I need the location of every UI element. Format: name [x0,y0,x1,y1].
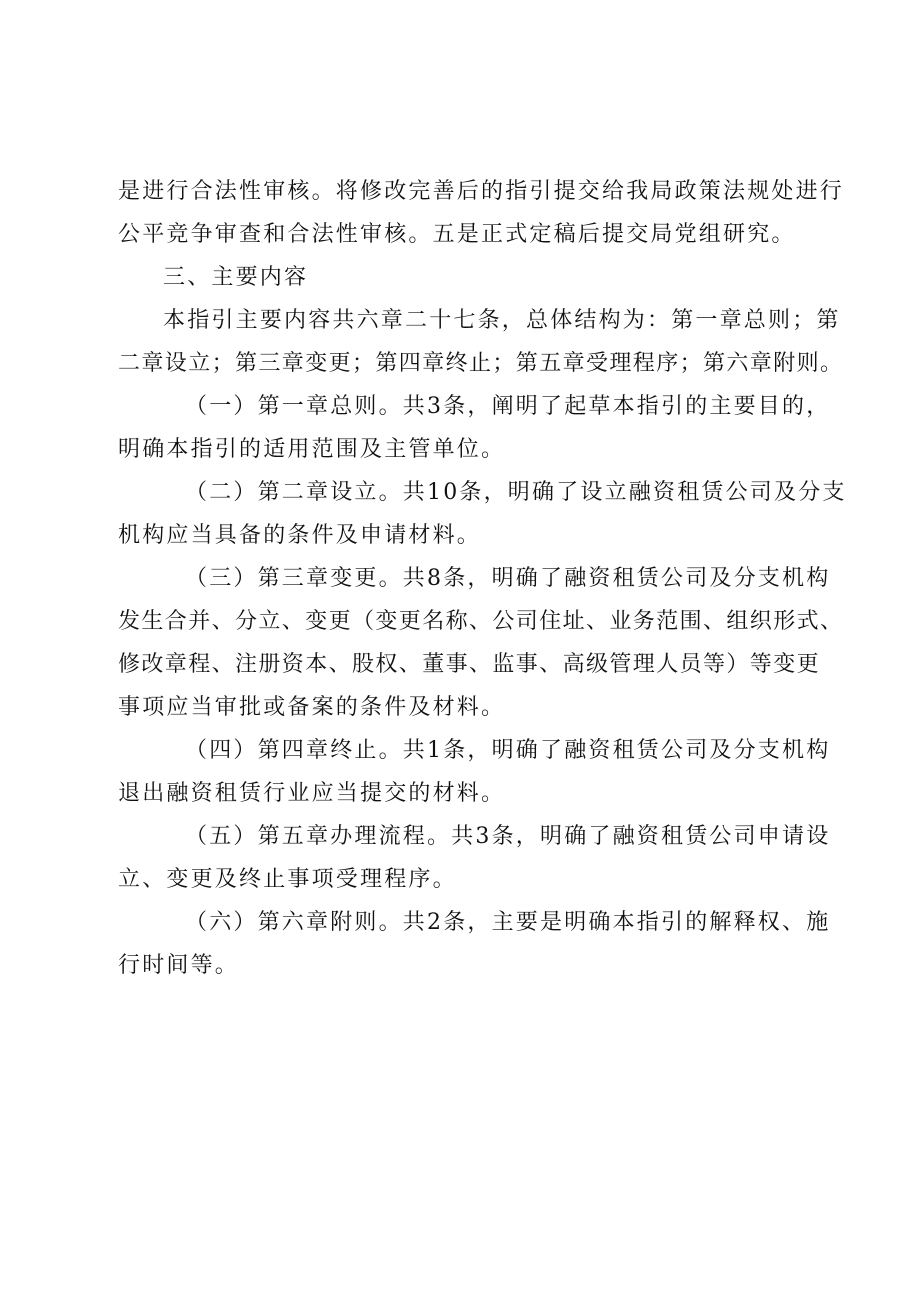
paragraph-line: 公平竞争审查和合法性审核。五是正式定稿后提交局党组研究。 [118,222,796,247]
paragraph-line: 二章设立；第三章变更；第四章终止；第五章受理程序；第六章附则。 [118,351,844,376]
paragraph-line: 行时间等。 [118,953,240,978]
paragraph-line: （三）第三章变更。共8条，明确了融资租赁公司及分支机构 [185,566,831,591]
paragraph-line: 机构应当具备的条件及申请材料。 [118,523,482,548]
paragraph-line: （二）第二章设立。共10条，明确了设立融资租赁公司及分支 [185,480,847,505]
paragraph-line: （六）第六章附则。共2条，主要是明确本指引的解释权、施 [185,910,831,935]
paragraph-line: 退出融资租赁行业应当提交的材料。 [118,781,506,806]
paragraph-line: 是进行合法性审核。将修改完善后的指引提交给我局政策法规处进行 [118,179,845,204]
paragraph-line: 立、变更及终止事项受理程序。 [118,867,457,892]
paragraph-line: 发生合并、分立、变更（变更名称、公司住址、业务范围、组织形式、 [118,609,844,634]
paragraph-line: 本指引主要内容共六章二十七条，总体结构为：第一章总则；第 [163,308,841,333]
paragraph-line: 修改章程、注册资本、股权、董事、监事、高级管理人员等）等变更 [118,652,821,677]
section-heading: 三、主要内容 [163,265,309,290]
paragraph-line: 事项应当审批或备案的条件及材料。 [118,695,506,720]
paragraph-line: （五）第五章办理流程。共3条，明确了融资租赁公司申请设 [185,824,831,849]
paragraph-line: （四）第四章终止。共1条，明确了融资租赁公司及分支机构 [185,738,831,763]
paragraph-line: 明确本指引的适用范围及主管单位。 [118,437,506,462]
paragraph-line: （一）第一章总则。共3条，阐明了起草本指引的主要目的， [185,394,831,419]
